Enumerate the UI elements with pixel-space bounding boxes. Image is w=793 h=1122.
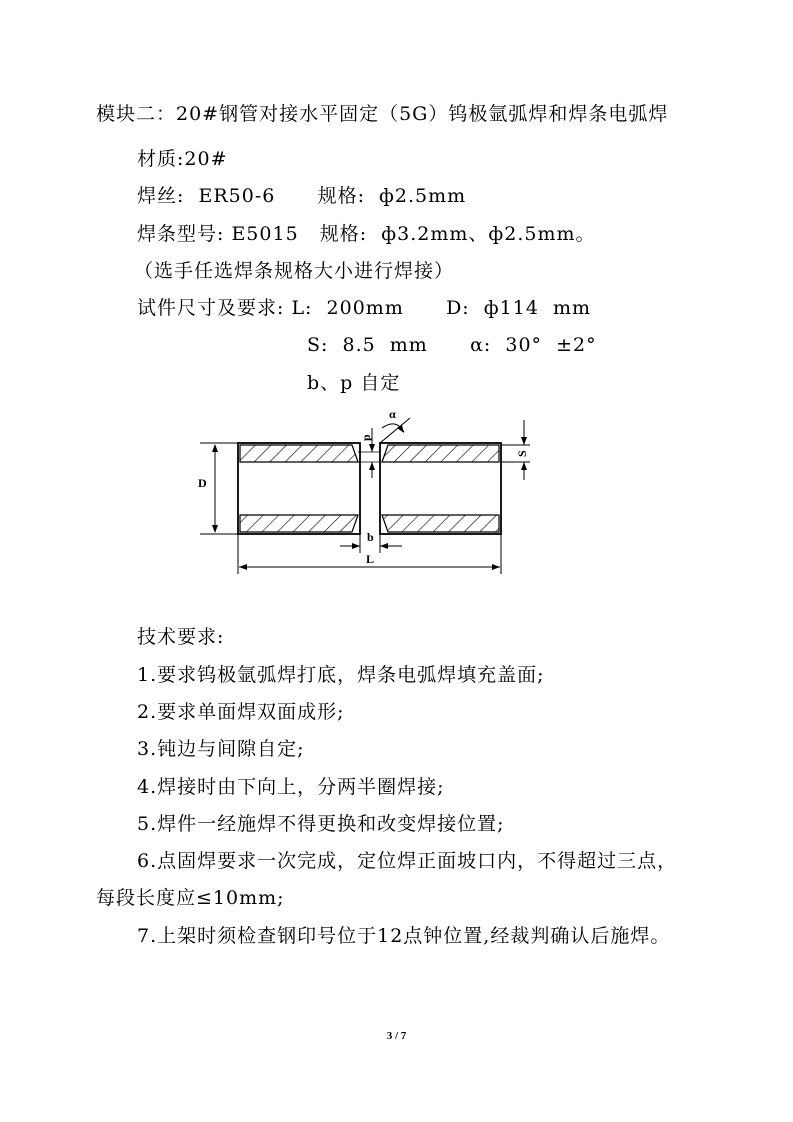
dimension-label-p: p [359, 434, 373, 441]
dimension-label-b: b [367, 530, 374, 544]
right-pipe-bottom-wall [382, 515, 499, 532]
electrode-line: 焊条型号: E5015 规格: ф3.2mm、ф2.5mm。 [137, 223, 596, 245]
dimension-label-s: S [515, 450, 529, 457]
dimension-label-d: D [198, 476, 207, 490]
requirement-4: 4.焊接时由下向上，分两半圈焊接; [137, 776, 445, 798]
dimensions-line-1: 试件尺寸及要求: L: 200mm D: ф114 mm [137, 297, 592, 319]
pipe-joint-diagram [190, 400, 550, 589]
page-number: 3 / 7 [386, 1030, 407, 1042]
angle-label-alpha: α [389, 407, 396, 421]
requirement-7: 7.上架时须检查钢印号位于12点钟位置,经裁判确认后施焊。 [137, 925, 671, 947]
left-pipe-top-wall [240, 445, 358, 462]
dimension-label-l: L [366, 552, 375, 566]
tech-requirements-heading: 技术要求: [137, 626, 225, 648]
requirement-6-continued: 每段长度应≤10mm; [96, 887, 285, 909]
material-line: 材质:20# [137, 148, 228, 170]
dimensions-line-2: S: 8.5 mm α: 30° ±2° [307, 334, 597, 356]
right-pipe-top-wall [382, 445, 499, 462]
electrode-note: （选手任选焊条规格大小进行焊接） [134, 260, 455, 282]
left-pipe-bottom-wall [240, 515, 358, 532]
dimensions-line-3: b、p 自定 [307, 372, 401, 394]
requirement-3: 3.钝边与间隙自定; [137, 738, 305, 760]
requirement-1: 1.要求钨极氩弧焊打底，焊条电弧焊填充盖面; [137, 664, 545, 686]
module-title: 模块二：20#钢管对接水平固定（5G）钨极氩弧焊和焊条电弧焊 [96, 103, 669, 125]
wire-line: 焊丝: ER50-6 规格: ф2.5mm [137, 185, 467, 207]
requirement-6: 6.点固焊要求一次完成，定位焊正面坡口内，不得超过三点， [137, 850, 678, 872]
requirement-5: 5.焊件一经施焊不得更换和改变焊接位置; [137, 813, 505, 835]
requirement-2: 2.要求单面焊双面成形; [137, 701, 345, 723]
